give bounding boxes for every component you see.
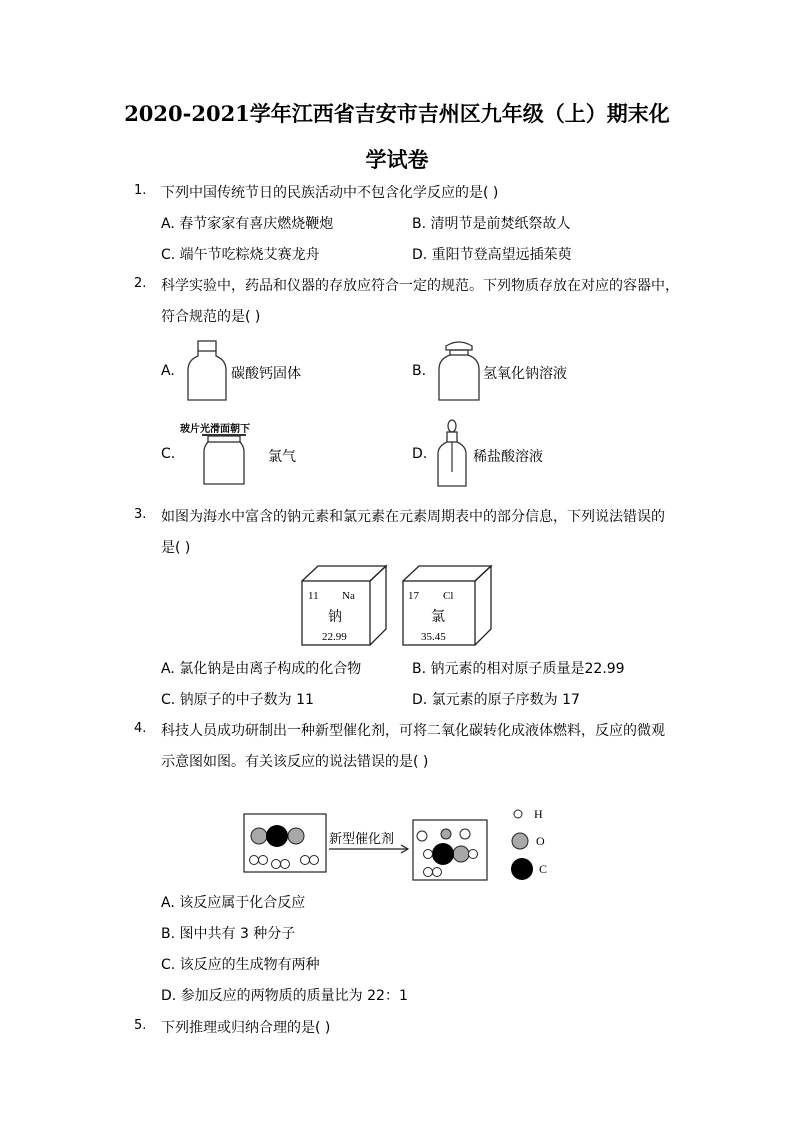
- question-1-option-d: D. 重阳节登高望远插茱萸: [412, 247, 572, 263]
- carbon-atom-icon: [511, 858, 533, 880]
- question-2-stem-line1: 科学实验中，药品和仪器的存放应符合一定的规范。下列物质存放在对应的容器中，: [161, 278, 679, 294]
- question-4-option-b: B. 图中共有 3 种分子: [161, 926, 296, 942]
- page-title: 2020-2021学年江西省吉安市吉州区九年级（上）期末化: [124, 101, 670, 126]
- question-3-number: 3.: [134, 507, 147, 522]
- wide-mouth-bottle-icon: [185, 338, 229, 404]
- question-3-option-d: D. 氯元素的原子序数为 17: [412, 692, 580, 708]
- gas-jar-icon: [200, 432, 248, 488]
- question-2-option-a-letter: A.: [161, 363, 175, 379]
- h2-molecules-icon: [250, 856, 319, 869]
- sodium-name: 钠: [328, 609, 342, 625]
- question-1-option-a: A. 春节家家有喜庆燃烧鞭炮: [161, 216, 334, 232]
- product-molecules-icon: [417, 829, 478, 877]
- question-2-option-c-note: 玻片光滑面朝下: [180, 424, 250, 435]
- chlorine-atomic-mass: 35.45: [421, 631, 446, 643]
- page-title-line2: 学试卷: [365, 147, 429, 172]
- question-3-option-a: A. 氯化钠是由离子构成的化合物: [161, 661, 362, 677]
- sodium-element-cube: [302, 566, 386, 645]
- question-2-option-b-text: 氢氧化钠溶液: [483, 366, 567, 382]
- question-4-number: 4.: [134, 721, 147, 736]
- chlorine-atomic-number: 17: [408, 590, 419, 602]
- hydrogen-atom-icon: [514, 810, 522, 818]
- chlorine-symbol: Cl: [443, 590, 454, 602]
- reaction-diagram: [240, 800, 560, 886]
- question-4-option-d: D. 参加反应的两物质的质量比为 22：1: [161, 988, 408, 1004]
- question-3-option-b: B. 钠元素的相对原子质量是22.99: [412, 661, 625, 677]
- sodium-atomic-number: 11: [308, 590, 319, 602]
- narrow-mouth-bottle-icon: [436, 338, 482, 404]
- question-2-number: 2.: [134, 276, 147, 291]
- dropper-bottle-icon: [434, 418, 470, 490]
- question-4-option-c: C. 该反应的生成物有两种: [161, 957, 320, 973]
- question-2-option-c-text: 氯气: [268, 449, 296, 465]
- legend-c: C: [539, 862, 548, 876]
- co2-molecule-icon: [251, 825, 304, 847]
- chlorine-name: 氯: [431, 609, 445, 625]
- question-3-option-c: C. 钠原子的中子数为 11: [161, 692, 314, 708]
- question-2-option-b-letter: B.: [412, 363, 427, 379]
- question-4-stem-line2: 示意图如图。有关该反应的说法错误的是( ): [161, 754, 429, 770]
- question-2-option-c-letter: C.: [161, 446, 176, 462]
- arrow-label: 新型催化剂: [329, 832, 395, 847]
- sodium-atomic-mass: 22.99: [322, 631, 347, 643]
- question-2-option-d-letter: D.: [412, 446, 428, 462]
- legend-h: H: [534, 807, 543, 821]
- legend-o: O: [536, 834, 545, 848]
- question-5-stem: 下列推理或归纳合理的是( ): [161, 1020, 331, 1036]
- question-1-number: 1.: [134, 183, 147, 198]
- question-1-option-c: C. 端午节吃粽烧艾赛龙舟: [161, 247, 320, 263]
- question-2-option-d-text: 稀盐酸溶液: [473, 449, 543, 465]
- oxygen-atom-icon: [512, 833, 528, 849]
- question-2-stem-line2: 符合规范的是( ): [161, 309, 261, 325]
- question-3-stem-line2: 是( ): [161, 540, 191, 556]
- question-5-number: 5.: [134, 1018, 147, 1033]
- periodic-table-figure: [300, 563, 496, 649]
- question-4-stem-line1: 科技人员成功研制出一种新型催化剂，可将二氧化碳转化成液体燃料，反应的微观: [161, 723, 665, 739]
- question-3-stem-line1: 如图为海水中富含的钠元素和氯元素在元素周期表中的部分信息，下列说法错误的: [161, 509, 665, 525]
- question-4-option-a: A. 该反应属于化合反应: [161, 895, 306, 911]
- chlorine-element-cube: [403, 566, 491, 645]
- question-1-option-b: B. 清明节是前焚纸祭故人: [412, 216, 571, 232]
- question-2-option-a-text: 碳酸钙固体: [231, 366, 301, 382]
- sodium-symbol: Na: [342, 590, 355, 602]
- question-1-stem: 下列中国传统节日的民族活动中不包含化学反应的是( ): [161, 185, 499, 201]
